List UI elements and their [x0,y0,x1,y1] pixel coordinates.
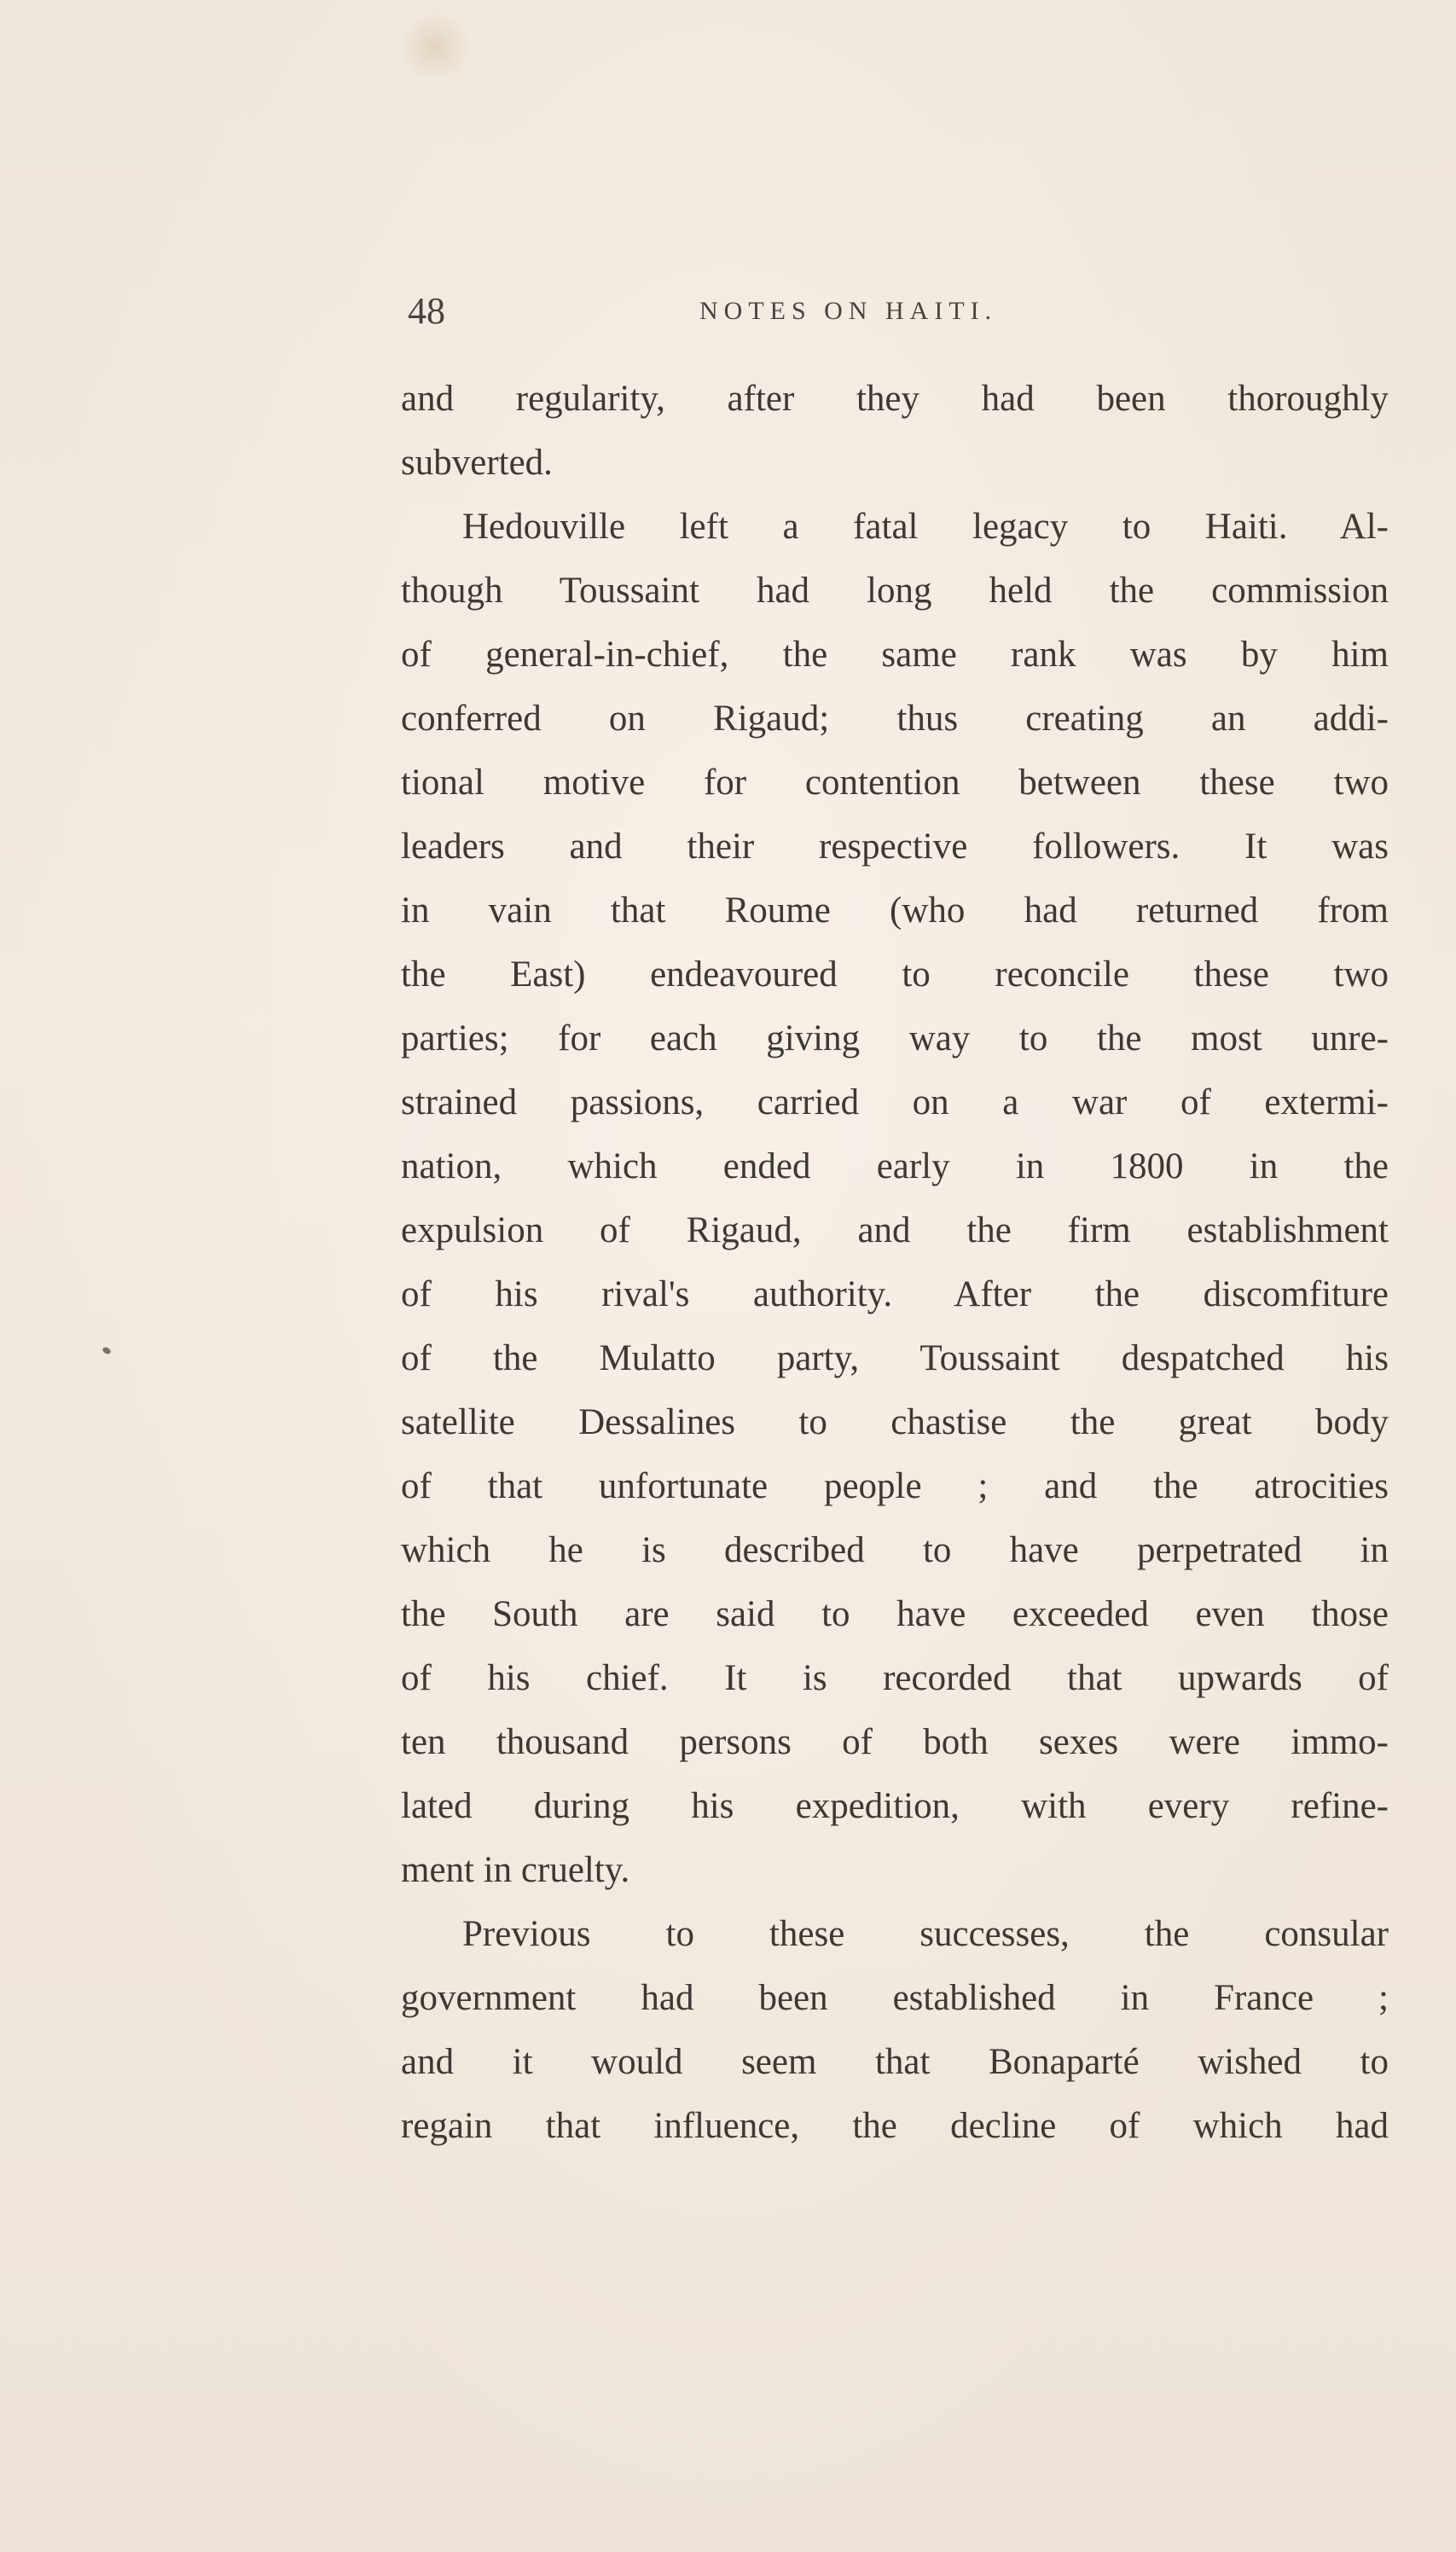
text-line: and regularity, after they had been thoroughly [401,379,1389,419]
paragraph-start-line: Hedouville left a fatal legacy to Haiti. Al- [462,507,1389,547]
text-line: of that unfortunate people ; and the atrocities [401,1466,1389,1506]
paragraph-start-line: Previous to these successes, the consular [462,1914,1389,1954]
text-line: parties; for each giving way to the most unre- [401,1018,1389,1058]
text-line: which he is described to have perpetrated in [401,1530,1389,1570]
text-line: regain that influence, the decline of which had [401,2106,1389,2146]
text-line: and it would seem that Bonaparté wished to [401,2042,1389,2082]
text-line: expulsion of Rigaud, and the firm establishment [401,1210,1389,1250]
text-line: strained passions, carried on a war of extermi- [401,1082,1389,1122]
running-head [408,286,1397,337]
text-line: ten thousand persons of both sexes were immo- [401,1722,1389,1762]
text-line: government had been established in France ; [401,1978,1389,2018]
text-line: conferred on Rigaud; thus creating an addi- [401,699,1389,739]
body-text [401,367,1389,2158]
text-line: tional motive for contention between these two [401,763,1389,803]
text-line: of the Mulatto party, Toussaint despatched his [401,1338,1389,1378]
text-line: the East) endeavoured to reconcile these two [401,954,1389,995]
ink-speck [102,1346,112,1355]
page-number: 48 [408,290,445,332]
text-line: subverted. [401,443,553,483]
text-line: satellite Dessalines to chastise the great body [401,1402,1389,1442]
running-title: NOTES ON HAITI. [699,297,998,325]
text-line: of his rival's authority. After the discomfiture [401,1274,1389,1314]
text-line: the South are said to have exceeded even those [401,1594,1389,1634]
text-line: of general-in-chief, the same rank was by him [401,635,1389,675]
paper-stain [401,9,469,85]
text-line: in vain that Roume (who had returned from [401,890,1389,931]
text-line: nation, which ended early in 1800 in the [401,1146,1389,1186]
text-line: ment in cruelty. [401,1850,630,1890]
text-line: though Toussaint had long held the commission [401,571,1389,611]
text-line: of his chief. It is recorded that upwards of [401,1658,1389,1698]
text-line: leaders and their respective followers. It was [401,826,1389,867]
text-line: lated during his expedition, with every refine- [401,1786,1389,1826]
